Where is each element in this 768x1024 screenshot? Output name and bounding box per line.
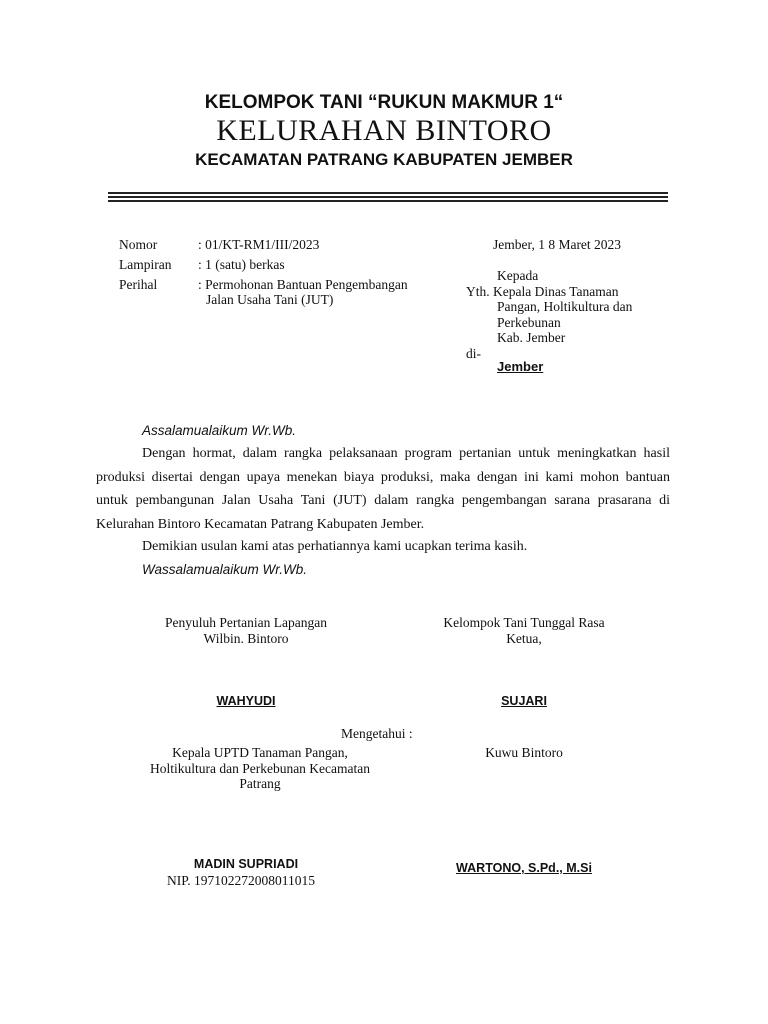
recipient-line3: Perkebunan bbox=[497, 315, 561, 330]
left-signer-title-1: Penyuluh Pertanian Lapangan bbox=[165, 615, 327, 630]
paragraph-line-4: Kelurahan Bintoro Kecamatan Patrang Kabupaten Jember. bbox=[96, 516, 425, 532]
recipient-place: Jember bbox=[497, 359, 544, 374]
paragraph-line-2: produksi disertai dengan upaya menekan biaya produksi, maka dengan ini kami mohon bantuan bbox=[96, 469, 670, 485]
bottom-left-nip: NIP. 197102272008011015 bbox=[167, 873, 316, 888]
recipient-line2: Pangan, Holtikultura dan bbox=[497, 299, 633, 314]
recipient-line4: Kab. Jember bbox=[497, 330, 566, 345]
mengetahui-label: Mengetahui : bbox=[341, 726, 413, 741]
greeting: Assalamualaikum Wr.Wb. bbox=[142, 423, 297, 438]
letterhead-village: KELURAHAN BINTORO bbox=[216, 114, 552, 147]
body-paragraph bbox=[96, 442, 670, 536]
nomor-label: Nomor bbox=[119, 237, 158, 252]
recipient-kepada: Kepada bbox=[497, 268, 539, 283]
lampiran-value: : 1 (satu) berkas bbox=[198, 257, 285, 272]
header-rule-top bbox=[108, 192, 668, 194]
recipient-line1: Yth. Kepala Dinas Tanaman bbox=[466, 284, 619, 299]
header-rule-bottom bbox=[108, 200, 668, 202]
lampiran-label: Lampiran bbox=[119, 257, 172, 272]
left-signer-name: WAHYUDI bbox=[216, 694, 276, 708]
closing-sentence: Demikian usulan kami atas perhatiannya kami ucapkan terima kasih. bbox=[142, 539, 528, 554]
bottom-left-title-2: Holtikultura dan Perkebunan Kecamatan bbox=[149, 761, 371, 776]
recipient-di: di- bbox=[466, 346, 481, 361]
paragraph-line-3: untuk pembangunan Jalan Usaha Tani (JUT) dalam rangka pengembangan sarana prasarana di bbox=[96, 493, 670, 508]
bottom-left-title-3: Patrang bbox=[239, 776, 281, 791]
closing-greeting: Wassalamualaikum Wr.Wb. bbox=[142, 562, 308, 577]
nomor-value: : 01/KT-RM1/III/2023 bbox=[198, 237, 320, 252]
letterhead-district: KECAMATAN PATRANG KABUPATEN JEMBER bbox=[195, 150, 573, 169]
bottom-right-title: Kuwu Bintoro bbox=[485, 745, 563, 760]
bottom-left-name: MADIN SUPRIADI bbox=[193, 857, 299, 871]
perihal-label: Perihal bbox=[119, 277, 158, 292]
bottom-right-name: WARTONO, S.Pd., M.Si bbox=[456, 861, 592, 875]
left-signer-title-2: Wilbin. Bintoro bbox=[203, 631, 289, 646]
letter-date: Jember, 1 8 Maret 2023 bbox=[493, 237, 622, 252]
right-signer-name: SUJARI bbox=[501, 694, 547, 708]
letterhead-org-name: KELOMPOK TANI “RUKUN MAKMUR 1“ bbox=[204, 92, 564, 113]
right-signer-title-2: Ketua, bbox=[506, 631, 542, 646]
header-rule-middle bbox=[108, 196, 668, 199]
perihal-value-line1: : Permohonan Bantuan Pengembangan bbox=[198, 277, 408, 292]
right-signer-title-1: Kelompok Tani Tunggal Rasa bbox=[443, 615, 605, 630]
perihal-value-line2: Jalan Usaha Tani (JUT) bbox=[206, 292, 334, 307]
bottom-left-title-1: Kepala UPTD Tanaman Pangan, bbox=[172, 745, 348, 760]
paragraph-line-1: Dengan hormat, dalam rangka pelaksanaan program pertanian untuk meningkatkan hasil bbox=[142, 446, 670, 461]
